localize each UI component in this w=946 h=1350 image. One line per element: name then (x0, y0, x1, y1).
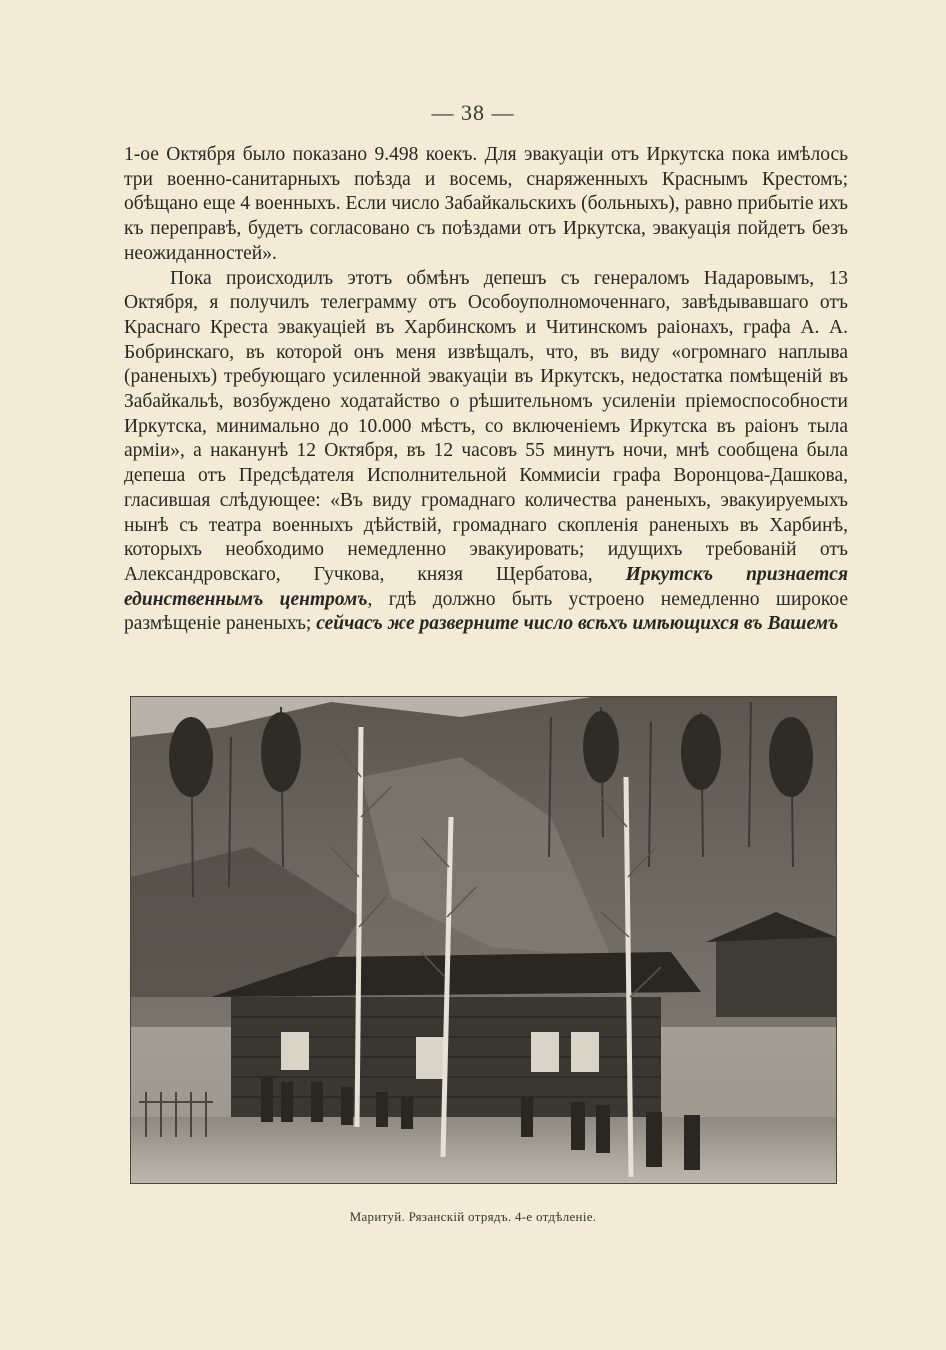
page-number: — 38 — (431, 100, 515, 125)
paragraph-2-part-2: , гдѣ должно быть устроено немедленно широкое размѣщеніе раненыхъ; (124, 588, 849, 635)
emphasis-deploy-order: сейчасъ же разверните число всѣхъ имѣющихся въ Вашемъ (316, 613, 839, 635)
paragraph-1: 1-ое Октября было показано 9.498 коекъ. Для эвакуаціи отъ Иркутска пока имѣлось три военно-санитарныхъ поѣзда и восемь, снаряженныхъ Краснымъ Крестомъ; обѣщано еще 4 военныхъ. Если число Забайкальскихъ (больныхъ), равно прибытіе ихъ къ переправѣ, будетъ согласовано съ поѣздами отъ Иркутска, эвакуація пойдетъ безъ неожиданностей». (124, 144, 848, 264)
ground (131, 1117, 836, 1183)
paragraph-2 (124, 267, 848, 638)
emphasis-irkutsk-center: Иркутскъ признается единственнымъ центромъ (124, 563, 849, 610)
paragraph-2-part-1: Пока происходилъ этотъ обмѣнъ депешъ съ генераломъ Надаровымъ, 13 Октября, я получилъ телеграмму отъ Особоуполномоченнаго, завѣдывавшаго отъ Краснаго Креста эвакуаціей въ Харбинскомъ и Читинскомъ раіонахъ, графа А. А. Бобринскаго, въ которой онъ меня извѣщалъ, что, въ виду «огромнаго наплыва (раненыхъ) требующаго усиленной эвакуаціи въ Иркутскъ, недостатка помѣщеній въ Забайкальѣ, возбуждено ходатайство о рѣшительномъ усиленіи пріемоспособности Иркутска, минимально до 10.000 мѣстъ, со включеніемъ Иркутска въ раіонъ тыла арміи», а наканунѣ 12 Октября, въ 12 часовъ 55 минутъ ночи, мнѣ сообщена была депеша отъ Предсѣдателя Исполнительной Коммисіи графа Воронцова-Дашкова, гласившая слѣдующее: «Въ виду громаднаго количества раненыхъ, эвакуируемыхъ нынѣ съ театра военныхъ дѣйствій, громаднаго скопленія раненыхъ въ Харбинѣ, которыхъ необходимо немедленно эвакуировать; идущихъ требованій отъ Александровскаго, Гучкова, князя Щербатова, (124, 267, 848, 585)
body-text (124, 143, 848, 637)
photograph-illustration (131, 697, 836, 1183)
right-building (716, 937, 836, 1017)
photograph (131, 697, 836, 1183)
photo-caption: Маритуй. Рязанскій отрядъ. 4-е отдѣленіе. (349, 1209, 597, 1224)
